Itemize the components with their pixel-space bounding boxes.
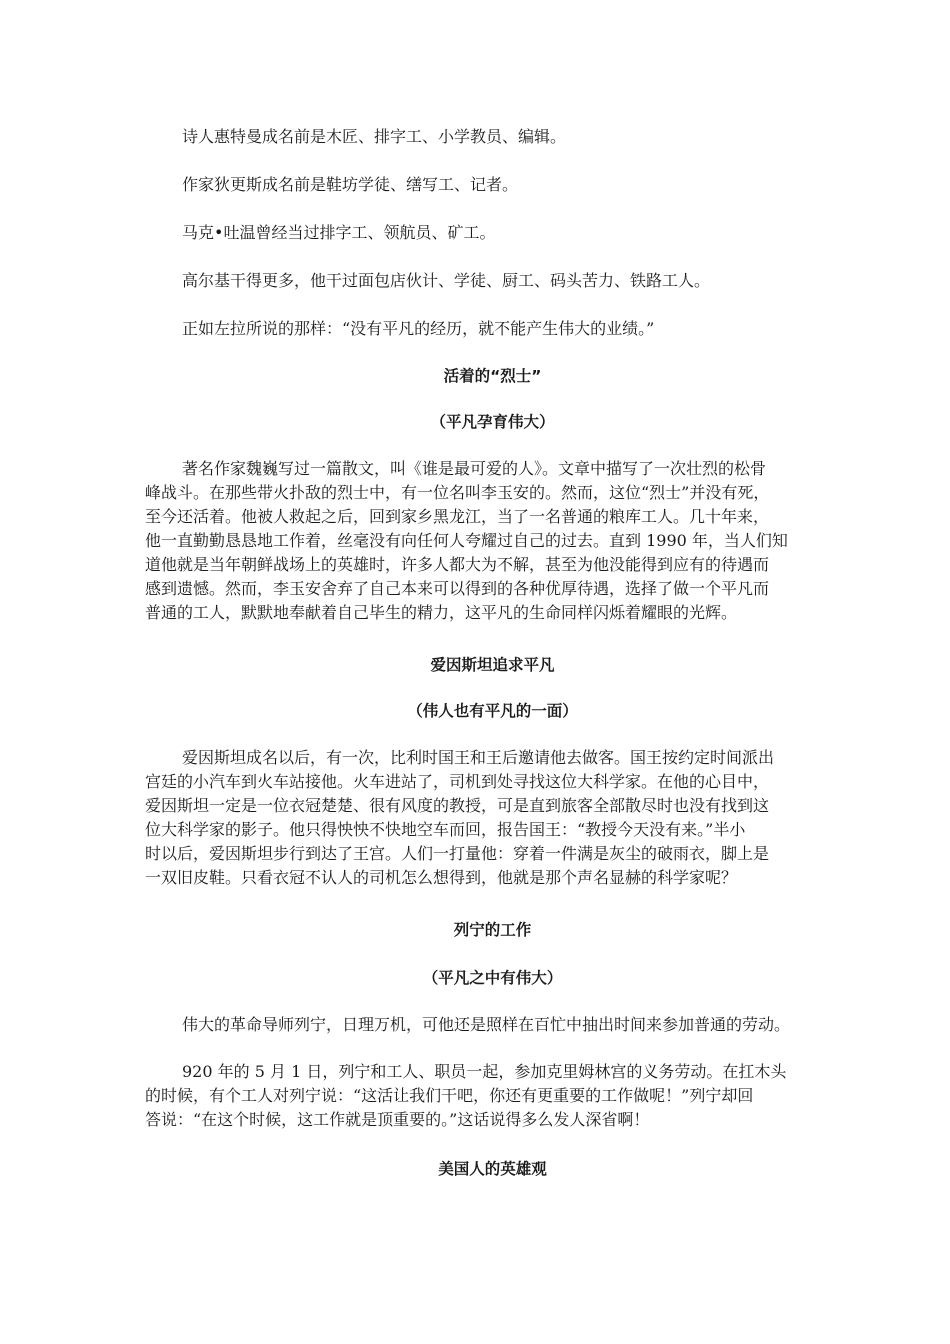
text-line: 920 年的 5 月 1 日，列宁和工人、职员一起，参加克里姆林宫的义务劳动。在扛木头 (182, 1062, 787, 1081)
text-line: 答说：“在这个时候，这工作就是顶重要的。”这话说得多么发人深省啊！ (145, 1110, 650, 1129)
text-line: 一双旧皮鞋。只看衣冠不认人的司机怎么想得到，他就是那个声名显赫的科学家呢？ (145, 868, 738, 887)
text-line: 位大科学家的影子。他只得怏怏不快地空车而回，报告国王：“教授今天没有来。”半小 (145, 820, 746, 839)
text-line: 爱因斯坦一定是一位衣冠楚楚、很有风度的教授，可是直到旅客全部散尽时也没有找到这 (145, 796, 770, 815)
paragraph-lenin-intro: 伟大的革命导师列宁，日理万机，可他还是照样在百忙中抽出时间来参加普通的劳动。 (182, 1015, 791, 1034)
text-line: 的时候，有个工人对列宁说：“这活让我们干吧，你还有更重要的工作做呢！”列宁却回 (145, 1086, 754, 1105)
paragraph-einstein (145, 746, 810, 890)
paragraph-lenin-story (145, 1060, 810, 1132)
section-subtitle-einstein: （伟人也有平凡的一面） (407, 702, 578, 720)
text-line: 峰战斗。在那些带火扑敌的烈士中，有一位名叫李玉安的。然而，这位“烈士”并没有死， (145, 483, 770, 502)
section-title-lenin: 列宁的工作 (453, 921, 532, 939)
text-line: 爱因斯坦成名以后，有一次，比利时国王和王后邀请他去做客。国王按约定时间派出 (182, 748, 775, 767)
paragraph-whitman: 诗人惠特曼成名前是木匠、排字工、小学教员、编辑。 (182, 127, 567, 146)
text-line: 著名作家魏巍写过一篇散文，叫《谁是最可爱的人》。文章中描写了一次壮烈的松骨 (182, 459, 767, 478)
text-line: 宫廷的小汽车到火车站接他。火车进站了，司机到处寻找这位大科学家。在他的心目中， (145, 772, 770, 791)
paragraph-gorky: 高尔基干得更多，他干过面包店伙计、学徒、厨工、码头苦力、铁路工人。 (182, 271, 711, 290)
text-line: 感到遗憾。然而，李玉安舍弃了自己本来可以得到的各种优厚待遇，选择了做一个平凡而 (145, 579, 770, 598)
text-line: 普通的工人，默默地奉献着自己毕生的精力，这平凡的生命同样闪烁着耀眼的光辉。 (145, 603, 738, 622)
paragraph-dickens: 作家狄更斯成名前是鞋坊学徒、缮写工、记者。 (182, 175, 519, 194)
paragraph-zola-quote: 正如左拉所说的那样：“没有平凡的经历，就不能产生伟大的业绩。” (182, 319, 655, 338)
paragraph-twain: 马克•吐温曾经当过排字工、领航员、矿工。 (182, 223, 496, 242)
section-title-american-heroes: 美国人的英雄观 (438, 1160, 547, 1178)
text-line: 道他就是当年朝鲜战场上的英雄时，许多人都大为不解，甚至为他没能得到应有的待遇而 (145, 555, 770, 574)
text-line: 时以后，爱因斯坦步行到达了王宫。人们一打量他：穿着一件满是灰尘的破雨衣，脚上是 (145, 844, 770, 863)
section-title-living-martyr: 活着的“烈士” (443, 367, 542, 385)
section-subtitle-lenin: （平凡之中有伟大） (422, 969, 563, 987)
text-line: 他一直勤勤恳恳地工作着，丝毫没有向任何人夸耀过自己的过去。直到 1990 年，当人们知 (145, 531, 788, 550)
paragraph-li-yuan (145, 457, 810, 625)
section-title-einstein: 爱因斯坦追求平凡 (430, 656, 555, 674)
text-line: 至今还活着。他被人救起之后，回到家乡黑龙江，当了一名普通的粮库工人。几十年来， (145, 507, 770, 526)
section-subtitle-living-martyr: （平凡孕育伟大） (430, 413, 555, 431)
